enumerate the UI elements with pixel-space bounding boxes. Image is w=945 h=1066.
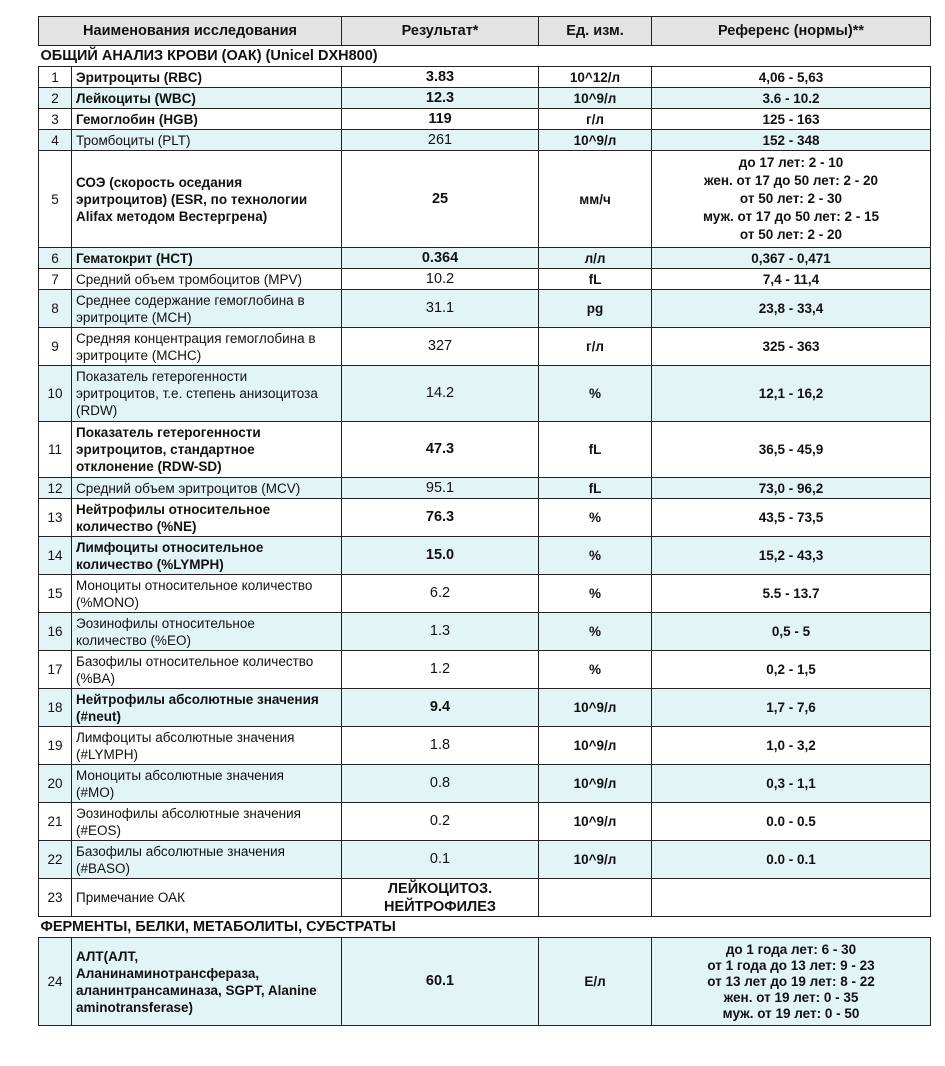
table-row	[39, 651, 931, 689]
results-table	[38, 16, 931, 1026]
test-unit: 10^9/л	[539, 130, 652, 151]
test-name: Лимфоциты абсолютные значения (#LYMPH)	[72, 727, 342, 765]
test-unit: pg	[539, 290, 652, 328]
test-unit: 10^12/л	[539, 67, 652, 88]
test-name: Лимфоциты относительное количество (%LYMPH)	[72, 537, 342, 575]
row-number: 4	[39, 130, 72, 151]
test-result: 3.83	[342, 67, 539, 88]
test-reference: 15,2 - 43,3	[652, 537, 931, 575]
test-name: Средняя концентрация гемоглобина в эритроците (MCHC)	[72, 328, 342, 366]
test-name: Эозинофилы абсолютные значения (#EOS)	[72, 803, 342, 841]
table-row	[39, 67, 931, 88]
test-result: 1.2	[342, 651, 539, 689]
section-title-enzymes: ФЕРМЕНТЫ, БЕЛКИ, МЕТАБОЛИТЫ, СУБСТРАТЫ	[39, 917, 931, 938]
test-reference: 152 - 348	[652, 130, 931, 151]
table-row	[39, 537, 931, 575]
test-name: Эритроциты (RBC)	[72, 67, 342, 88]
row-number: 9	[39, 328, 72, 366]
table-row	[39, 88, 931, 109]
test-name: Моноциты относительное количество (%MONO)	[72, 575, 342, 613]
header-result: Результат*	[342, 17, 539, 46]
section-title-cbc: ОБЩИЙ АНАЛИЗ КРОВИ (ОАК) (Unicel DXH800)	[39, 46, 931, 67]
test-unit: 10^9/л	[539, 88, 652, 109]
test-reference: 1,0 - 3,2	[652, 727, 931, 765]
test-name: Показатель гетерогенности эритроцитов, т.е. степень анизоцитоза (RDW)	[72, 366, 342, 422]
table-row	[39, 841, 931, 879]
test-reference: 0,3 - 1,1	[652, 765, 931, 803]
row-number: 5	[39, 151, 72, 248]
table-row	[39, 130, 931, 151]
test-unit: %	[539, 575, 652, 613]
test-unit: %	[539, 499, 652, 537]
test-unit: fL	[539, 478, 652, 499]
test-result: 60.1	[342, 938, 539, 1026]
row-number: 7	[39, 269, 72, 290]
test-name: Эозинофилы относительное количество (%EO)	[72, 613, 342, 651]
table-row	[39, 879, 931, 917]
test-name: Гематокрит (HCT)	[72, 248, 342, 269]
test-result: 14.2	[342, 366, 539, 422]
row-number: 14	[39, 537, 72, 575]
test-unit: 10^9/л	[539, 689, 652, 727]
test-unit: Е/л	[539, 938, 652, 1026]
test-unit: %	[539, 651, 652, 689]
test-result: 0.364	[342, 248, 539, 269]
test-name: АЛТ(АЛТ, Аланинаминотрансфераза, аланинтрансаминаза, SGPT, Alanine aminotransferase)	[72, 938, 342, 1026]
test-unit: %	[539, 613, 652, 651]
test-unit: г/л	[539, 328, 652, 366]
table-row	[39, 290, 931, 328]
test-name: Примечание ОАК	[72, 879, 342, 917]
test-unit: 10^9/л	[539, 765, 652, 803]
test-result: 10.2	[342, 269, 539, 290]
row-number: 2	[39, 88, 72, 109]
test-reference: 0.0 - 0.1	[652, 841, 931, 879]
lab-report	[38, 16, 931, 1026]
row-number: 15	[39, 575, 72, 613]
test-name: Гемоглобин (HGB)	[72, 109, 342, 130]
row-number: 6	[39, 248, 72, 269]
table-row	[39, 109, 931, 130]
row-number: 10	[39, 366, 72, 422]
row-number: 21	[39, 803, 72, 841]
row-number: 12	[39, 478, 72, 499]
test-reference: 36,5 - 45,9	[652, 422, 931, 478]
test-name: Тромбоциты (PLT)	[72, 130, 342, 151]
header-unit: Ед. изм.	[539, 17, 652, 46]
row-number: 18	[39, 689, 72, 727]
table-row	[39, 269, 931, 290]
test-result: 119	[342, 109, 539, 130]
row-number: 16	[39, 613, 72, 651]
section-row	[39, 917, 931, 938]
test-reference: 125 - 163	[652, 109, 931, 130]
row-number: 24	[39, 938, 72, 1026]
row-number: 19	[39, 727, 72, 765]
test-reference: 12,1 - 16,2	[652, 366, 931, 422]
test-name: Средний объем тромбоцитов (MPV)	[72, 269, 342, 290]
test-reference: 0,5 - 5	[652, 613, 931, 651]
test-unit: мм/ч	[539, 151, 652, 248]
test-unit: fL	[539, 422, 652, 478]
test-result: 6.2	[342, 575, 539, 613]
row-number: 20	[39, 765, 72, 803]
table-row	[39, 727, 931, 765]
test-reference: 43,5 - 73,5	[652, 499, 931, 537]
test-name: Базофилы относительное количество (%BA)	[72, 651, 342, 689]
test-result: 327	[342, 328, 539, 366]
table-row	[39, 575, 931, 613]
test-reference: 4,06 - 5,63	[652, 67, 931, 88]
row-number: 22	[39, 841, 72, 879]
row-number: 3	[39, 109, 72, 130]
table-row	[39, 613, 931, 651]
table-row	[39, 248, 931, 269]
table-row	[39, 689, 931, 727]
test-result: 95.1	[342, 478, 539, 499]
table-row	[39, 938, 931, 1026]
table-row	[39, 151, 931, 248]
test-unit	[539, 879, 652, 917]
test-result: 76.3	[342, 499, 539, 537]
test-unit: л/л	[539, 248, 652, 269]
test-unit: 10^9/л	[539, 841, 652, 879]
row-number: 1	[39, 67, 72, 88]
table-row	[39, 328, 931, 366]
test-name: Среднее содержание гемоглобина в эритроците (MCH)	[72, 290, 342, 328]
row-number: 17	[39, 651, 72, 689]
test-reference: 0,2 - 1,5	[652, 651, 931, 689]
test-name: Средний объем эритроцитов (MCV)	[72, 478, 342, 499]
test-result: 1.3	[342, 613, 539, 651]
test-reference: 1,7 - 7,6	[652, 689, 931, 727]
table-row	[39, 422, 931, 478]
table-row	[39, 499, 931, 537]
test-unit: %	[539, 537, 652, 575]
test-reference: до 17 лет: 2 - 10 жен. от 17 до 50 лет: 2 - 20 от 50 лет: 2 - 30 муж. от 17 до 50 лет: 2 - 15 от 50 лет: 2 - 20	[652, 151, 931, 248]
test-result: 0.1	[342, 841, 539, 879]
test-reference: 0,367 - 0,471	[652, 248, 931, 269]
test-unit: fL	[539, 269, 652, 290]
test-name: Показатель гетерогенности эритроцитов, стандартное отклонение (RDW-SD)	[72, 422, 342, 478]
table-row	[39, 478, 931, 499]
test-result: 47.3	[342, 422, 539, 478]
test-reference: 7,4 - 11,4	[652, 269, 931, 290]
row-number: 23	[39, 879, 72, 917]
test-reference: 5.5 - 13.7	[652, 575, 931, 613]
table-header-row	[39, 17, 931, 46]
test-result: ЛЕЙКОЦИТОЗ. НЕЙТРОФИЛЕЗ	[342, 879, 539, 917]
test-reference: 3.6 - 10.2	[652, 88, 931, 109]
test-result: 0.2	[342, 803, 539, 841]
test-name: Базофилы абсолютные значения (#BASO)	[72, 841, 342, 879]
test-result: 31.1	[342, 290, 539, 328]
test-name: Нейтрофилы абсолютные значения (#neut)	[72, 689, 342, 727]
test-reference: 73,0 - 96,2	[652, 478, 931, 499]
table-row	[39, 765, 931, 803]
header-name: Наименования исследования	[39, 17, 342, 46]
test-reference: до 1 года лет: 6 - 30 от 1 года до 13 лет: 9 - 23 от 13 лет до 19 лет: 8 - 22 жен. от 19 лет: 0 - 35 муж. от 19 лет: 0 - 50	[652, 938, 931, 1026]
table-row	[39, 803, 931, 841]
row-number: 8	[39, 290, 72, 328]
test-unit: г/л	[539, 109, 652, 130]
test-name: Лейкоциты (WBC)	[72, 88, 342, 109]
row-number: 13	[39, 499, 72, 537]
test-name: Нейтрофилы относительное количество (%NE)	[72, 499, 342, 537]
section-row	[39, 46, 931, 67]
header-reference: Референс (нормы)**	[652, 17, 931, 46]
test-result: 9.4	[342, 689, 539, 727]
test-result: 25	[342, 151, 539, 248]
test-unit: %	[539, 366, 652, 422]
test-reference	[652, 879, 931, 917]
test-result: 1.8	[342, 727, 539, 765]
test-result: 0.8	[342, 765, 539, 803]
test-reference: 0.0 - 0.5	[652, 803, 931, 841]
test-reference: 23,8 - 33,4	[652, 290, 931, 328]
test-name: Моноциты абсолютные значения (#MO)	[72, 765, 342, 803]
test-reference: 325 - 363	[652, 328, 931, 366]
test-unit: 10^9/л	[539, 803, 652, 841]
table-row	[39, 366, 931, 422]
test-result: 12.3	[342, 88, 539, 109]
test-name: СОЭ (скорость оседания эритроцитов) (ESR, по технологии Alifax методом Вестергрена)	[72, 151, 342, 248]
row-number: 11	[39, 422, 72, 478]
test-result: 15.0	[342, 537, 539, 575]
test-unit: 10^9/л	[539, 727, 652, 765]
test-result: 261	[342, 130, 539, 151]
